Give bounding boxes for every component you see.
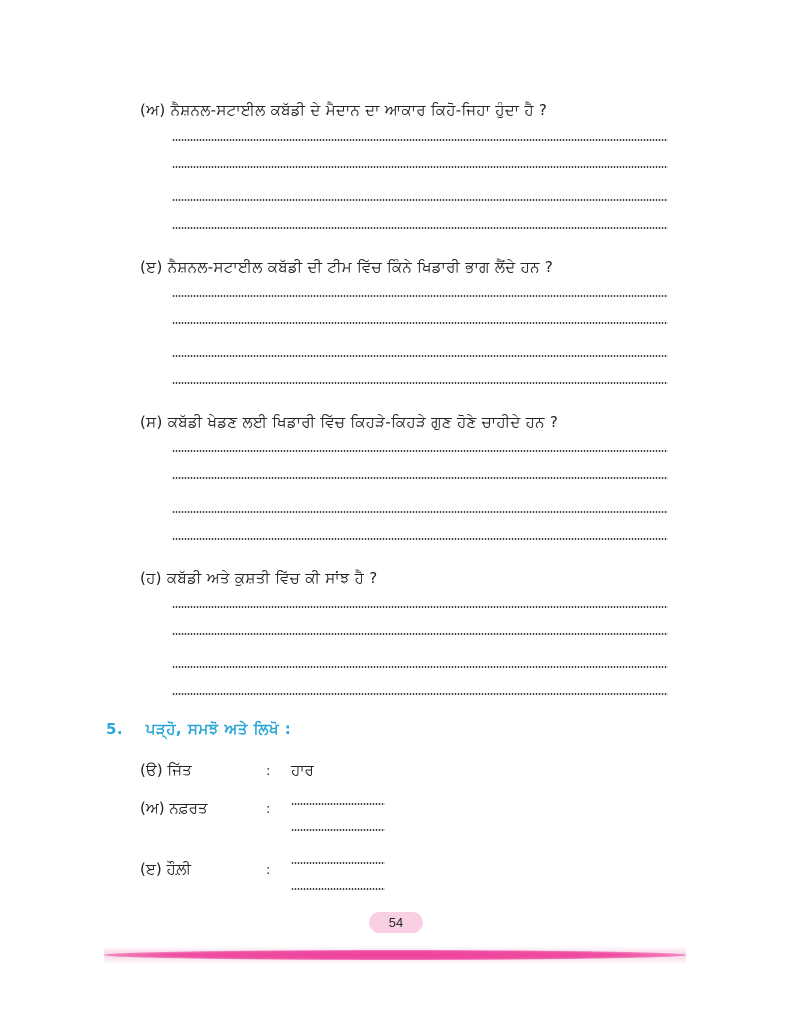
answer-line[interactable] — [172, 633, 668, 635]
word-label: (ਅ) ਨਫ਼ਰਤ — [140, 799, 208, 817]
answer-line[interactable] — [172, 139, 668, 141]
word-answer-line[interactable] — [291, 862, 385, 864]
answer-line[interactable] — [172, 666, 668, 668]
page-number: 54 — [388, 915, 404, 930]
word-answer-line[interactable] — [291, 803, 385, 805]
question-marker: (ੲ) — [140, 258, 163, 276]
question-text: ਕਬੱਡੀ ਅਤੇ ਕੁਸ਼ਤੀ ਵਿੱਚ ਕੀ ਸਾਂਝ ਹੈ ? — [166, 569, 378, 587]
answer-line[interactable] — [172, 295, 668, 297]
page-number-badge — [369, 912, 423, 933]
word-answer-line[interactable] — [291, 888, 385, 890]
answer-line[interactable] — [172, 199, 668, 201]
answer-line[interactable] — [172, 355, 668, 357]
answer-line[interactable] — [172, 511, 668, 513]
question-marker: (ਸ) — [140, 413, 163, 431]
word-colon: : — [266, 764, 271, 779]
answer-line[interactable] — [172, 450, 668, 452]
section-number: 5. — [106, 720, 124, 738]
section-title: ਪੜ੍ਹੋ, ਸਮਝੋ ਅਤੇ ਲਿਖੋ : — [145, 720, 292, 738]
word-answer: ਹਾਰ — [291, 761, 314, 779]
question-a — [140, 100, 547, 120]
word-colon: : — [266, 863, 271, 878]
answer-line[interactable] — [172, 538, 668, 540]
word-label: (ੲ) ਹੌਲ਼ੀ — [140, 860, 191, 878]
question-marker: (ਹ) — [140, 569, 162, 587]
answer-line[interactable] — [172, 382, 668, 384]
word-label: (ੳ) ਜਿੱਤ — [140, 761, 192, 779]
section-heading — [106, 720, 291, 738]
question-h — [140, 568, 378, 588]
answer-line[interactable] — [172, 322, 668, 324]
answer-line[interactable] — [172, 477, 668, 479]
word-colon: : — [266, 802, 271, 817]
answer-line[interactable] — [172, 166, 668, 168]
answer-line[interactable] — [172, 227, 668, 229]
question-e — [140, 257, 553, 277]
answer-line[interactable] — [172, 693, 668, 695]
question-text: ਕਬੱਡੀ ਖੇਡਣ ਲਈ ਖਿਡਾਰੀ ਵਿੱਚ ਕਿਹੜੇ-ਕਿਹੜੇ ਗੁਣ ਹੋਣੇ ਚਾਹੀਦੇ ਹਨ ? — [167, 413, 559, 431]
footer-swoosh — [104, 950, 686, 960]
question-text: ਨੈਸ਼ਨਲ-ਸਟਾਈਲ ਕਬੱਡੀ ਦੀ ਟੀਮ ਵਿੱਚ ਕਿੰਨੇ ਖਿਡਾਰੀ ਭਾਗ ਲੈਂਦੇ ਹਨ ? — [167, 258, 554, 276]
question-marker: (ਅ) — [140, 101, 166, 119]
question-text: ਨੈਸ਼ਨਲ-ਸਟਾਈਲ ਕਬੱਡੀ ਦੇ ਮੈਦਾਨ ਦਾ ਆਕਾਰ ਕਿਹੋ-ਜਿਹਾ ਹੁੰਦਾ ਹੈ ? — [170, 101, 548, 119]
answer-line[interactable] — [172, 606, 668, 608]
word-answer-line[interactable] — [291, 829, 385, 831]
question-s — [140, 412, 558, 432]
